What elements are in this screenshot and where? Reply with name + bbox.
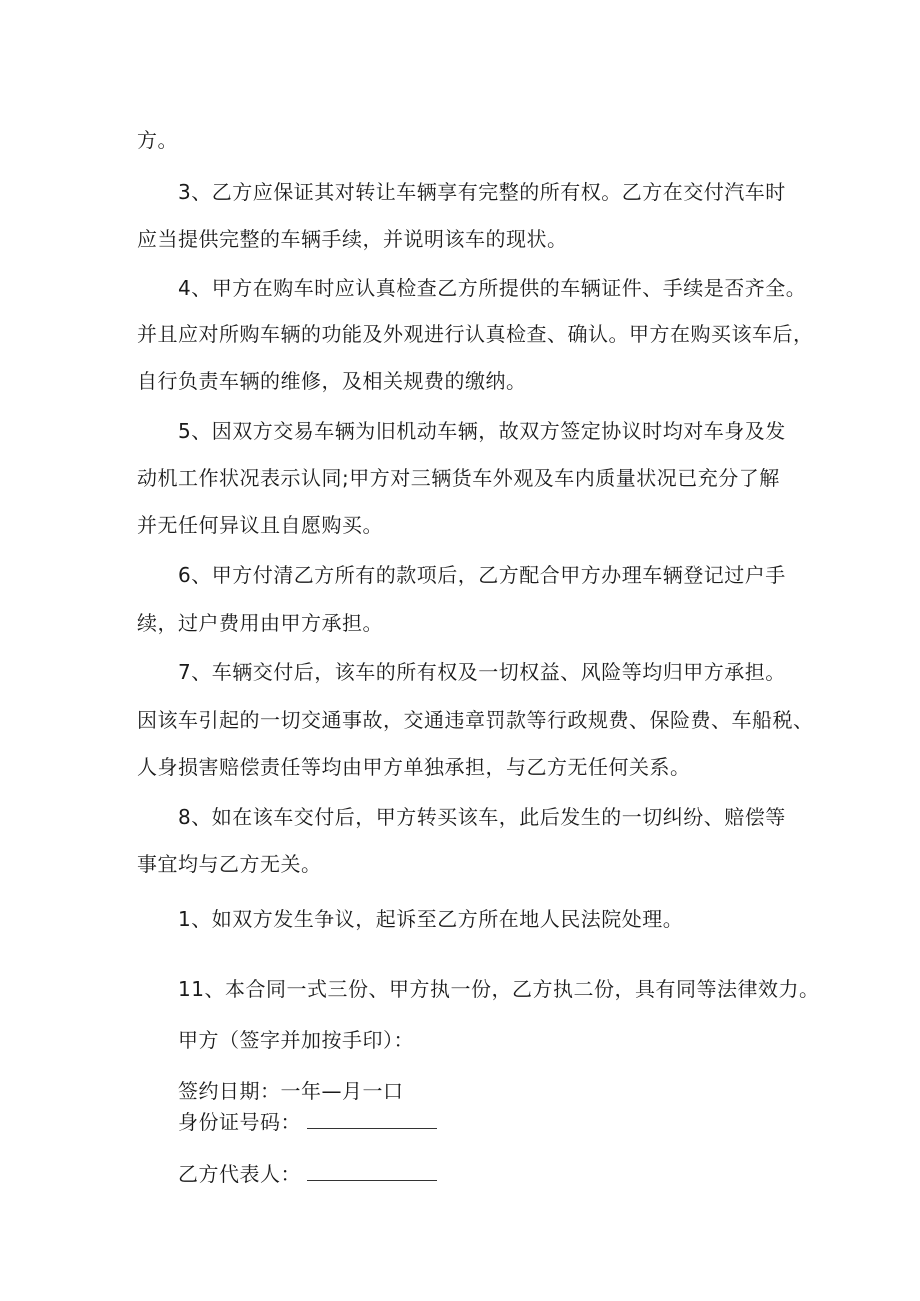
- paragraph-line: 1、如双方发生争议，起诉至乙方所在地人民法院处理。: [178, 907, 684, 931]
- sign-date: 签约日期：一年—月一口: [178, 1079, 404, 1103]
- paragraph-line: 8、如在该车交付后，甲方转买该车，此后发生的一切纠纷、赔偿等: [178, 805, 786, 829]
- paragraph-line: 人身损害赔偿责任等均由甲方单独承担，与乙方无任何关系。: [137, 755, 691, 779]
- id-number-row: [178, 1108, 437, 1136]
- paragraph-line: 方。: [137, 128, 178, 152]
- paragraph-line: 并且应对所购车辆的功能及外观进行认真检查、确认。甲方在购买该车后，: [137, 322, 814, 346]
- paragraph-line: 因该车引起的一切交通事故，交通违章罚款等行政规费、保险费、车船税、: [137, 708, 814, 732]
- paragraph-line: 并无任何异议且自愿购买。: [137, 513, 383, 537]
- id-number-blank: [307, 1110, 437, 1129]
- paragraph-line: 自行负责车辆的维修，及相关规费的缴纳。: [137, 369, 527, 393]
- paragraph-line: 4、甲方在购车时应认真检查乙方所提供的车辆证件、手续是否齐全。: [178, 276, 807, 300]
- party-b-rep-label: 乙方代表人：: [178, 1162, 301, 1186]
- paragraph-line: 续，过户费用由甲方承担。: [137, 611, 383, 635]
- paragraph-line: 5、因双方交易车辆为旧机动车辆，故双方签定协议时均对车身及发: [178, 419, 786, 443]
- party-b-rep-blank: [307, 1162, 437, 1181]
- party-a-signature-label: 甲方（签字并加按手印）：: [178, 1028, 414, 1052]
- paragraph-line: 11、本合同一式三份、甲方执一份，乙方执二份，具有同等法律效力。: [178, 977, 820, 1001]
- paragraph-line: 应当提供完整的车辆手续，并说明该车的现状。: [137, 227, 568, 251]
- paragraph-line: 3、乙方应保证其对转让车辆享有完整的所有权。乙方在交付汽车时: [178, 180, 786, 204]
- paragraph-line: 事宜均与乙方无关。: [137, 852, 322, 876]
- paragraph-line: 6、甲方付清乙方所有的款项后，乙方配合甲方办理车辆登记过户手: [178, 563, 786, 587]
- paragraph-line: 7、车辆交付后，该车的所有权及一切权益、风险等均归甲方承担。: [178, 660, 786, 684]
- id-number-label: 身份证号码：: [178, 1110, 301, 1134]
- paragraph-line: 动机工作状况表示认同;甲方对三辆货车外观及车内质量状况已充分了解: [137, 466, 780, 490]
- party-b-rep-row: [178, 1160, 437, 1188]
